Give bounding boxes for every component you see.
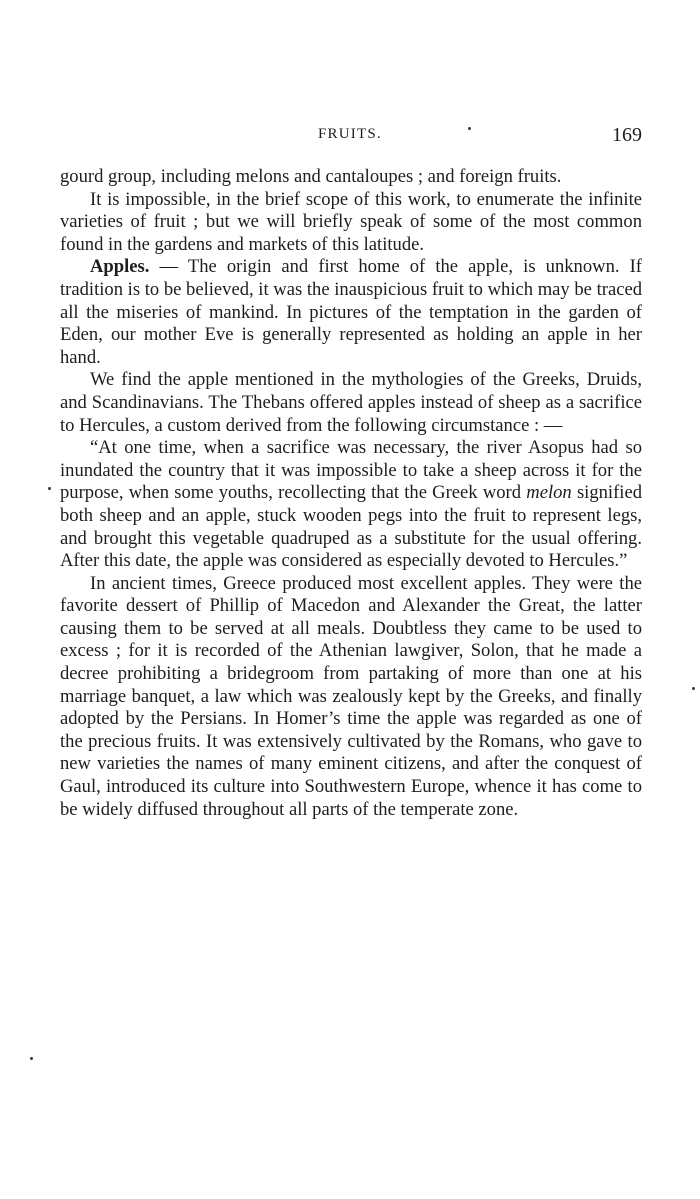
page-number: 169 <box>612 124 642 146</box>
paragraph-apples-text: — The origin and first home of the apple, is unknown. If tradition is to be believed, it was the inauspicious fruit to which may be traced all the miseries of mankind. In pictures of the temptation in the garden of Eden, our mother Eve is generally represented as holding an apple in her hand. <box>60 256 642 368</box>
paragraph-mythologies: We find the apple mentioned in the mythologies of the Greeks, Druids, and Scandinavians. The Thebans offered apples instead of sheep as a sacrifice to Hercules, a custom derived from the following circumstance : — <box>60 369 642 436</box>
paragraph-ancient-times: In ancient times, Greece produced most excellent apples. They were the favorite dessert of Phillip of Macedon and Alexander the Great, the latter causing them to be served at all meals. Doubtless they came to be used to excess ; for it is recorded of the Athenian lawgiver, Solon, that he made a decree prohibiting a bridegroom from partaking of more than one at his marriage banquet, a law which was zealously kept by the Greeks, and finally adopted by the Persians. In Homer’s time the apple was regarded as one of the precious fruits. It was extensively cultivated by the Romans, who gave to new varieties the names of many eminent citizens, and after the conquest of Gaul, introduced its culture into Southwestern Europe, whence it has come to be widely diffused throughout all parts of the temperate zone. <box>60 572 642 820</box>
body-text <box>60 166 642 821</box>
paragraph-continuation: gourd group, including melons and cantaloupes ; and foreign fruits. <box>60 166 562 187</box>
print-speck <box>30 1057 33 1060</box>
print-speck <box>48 487 51 490</box>
print-speck <box>692 687 695 690</box>
print-speck <box>468 127 471 130</box>
running-header <box>0 124 700 154</box>
italic-word-melon: melon <box>526 482 572 504</box>
paragraph-apples <box>60 256 642 369</box>
running-title: FRUITS. <box>318 126 382 142</box>
paragraph-intro: It is impossible, in the brief scope of this work, to enumerate the infinite varieties of fruit ; but we will briefly speak of some of the most common found in the gardens and markets of this latitude. <box>60 188 642 255</box>
quotation-text-end: signified both sheep and an apple, stuck wooden pegs into the fruit to represent legs, and brought this vegetable quadruped as a substitute for the usual offering. After this date, the apple was considered as especially devoted to Hercules.” <box>60 482 643 572</box>
paragraph-quotation <box>60 437 642 573</box>
section-heading-apples: Apples. <box>90 256 150 278</box>
quotation-text-start: “At one time, when a sacrifice was necessary, the river Asopus had so inundated the country that it was impossible to take a sheep across it for the purpose, when some youths, recollecting that the Greek word <box>60 437 642 504</box>
